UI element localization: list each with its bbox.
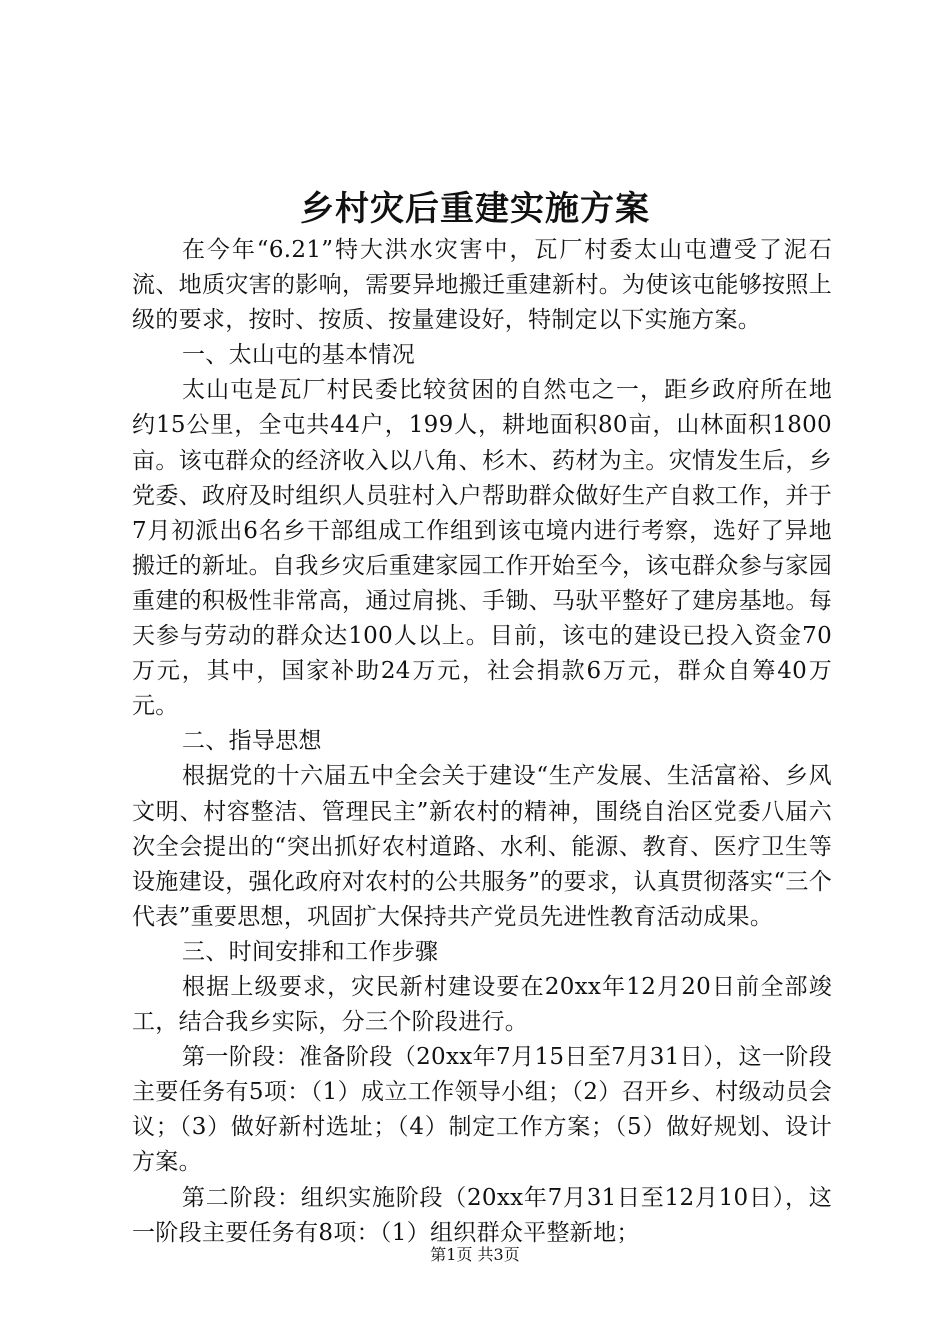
schedule-paragraph: 根据上级要求，灾民新村建设要在20xx年12月20日前全部竣工，结合我乡实际，分三个阶段进行。	[132, 973, 832, 1036]
section-heading-guiding-ideology: 二、指导思想	[182, 728, 322, 755]
page-footer: 第1页 共3页	[430, 1245, 520, 1264]
phase-two-paragraph: 第二阶段：组织实施阶段（20xx年7月31日至12月10日），这一阶段主要任务有8项：（1）组织群众平整新地；	[132, 1184, 832, 1246]
basic-situation-paragraph: 太山屯是瓦厂村民委比较贫困的自然屯之一，距乡政府所在地约15公里，全屯共44户，199人，耕地面积80亩，山林面积1800亩。该屯群众的经济收入以八角、杉木、药材为主。灾情发生后，乡党委、政府及时组织人员驻村入户帮助群众做好生产自救工作，并于7月初派出6名乡干部组成工作组到该屯境内进行考察，选好了异地搬迁的新址。自我乡灾后重建家园工作开始至今，该屯群众参与家园重建的积极性非常高，通过肩挑、手锄、马驮平整好了建房基地。每天参与劳动的群众达100人以上。目前，该屯的建设已投入资金70万元，其中，国家补助24万元，社会捐款6万元，群众自筹40万元。	[132, 377, 832, 720]
intro-paragraph: 在今年“6.21”特大洪水灾害中，瓦厂村委太山屯遭受了泥石流、地质灾害的影响，需要异地搬迁重建新村。为使该屯能够按照上级的要求，按时、按质、按量建设好，特制定以下实施方案。	[132, 237, 832, 334]
phase-one-paragraph: 第一阶段：准备阶段（20xx年7月15日至7月31日），这一阶段主要任务有5项：（1）成立工作领导小组；（2）召开乡、村级动员会议；（3）做好新村选址；（4）制定工作方案；（5）做好规划、设计方案。	[132, 1044, 832, 1176]
document-title: 乡村灾后重建实施方案	[300, 189, 650, 229]
section-heading-schedule: 三、时间安排和工作步骤	[182, 938, 439, 965]
section-heading-basic-situation: 一、太山屯的基本情况	[182, 342, 415, 369]
guiding-ideology-paragraph: 根据党的十六届五中全会关于建设“生产发展、生活富裕、乡风文明、村容整洁、管理民主”新农村的精神，围绕自治区党委八届六次全会提出的“突出抓好农村道路、水利、能源、教育、医疗卫生等设施建设，强化政府对农村的公共服务”的要求，认真贯彻落实“三个代表”重要思想，巩固扩大保持共产党员先进性教育活动成果。	[132, 763, 832, 930]
document-body	[132, 233, 832, 1251]
